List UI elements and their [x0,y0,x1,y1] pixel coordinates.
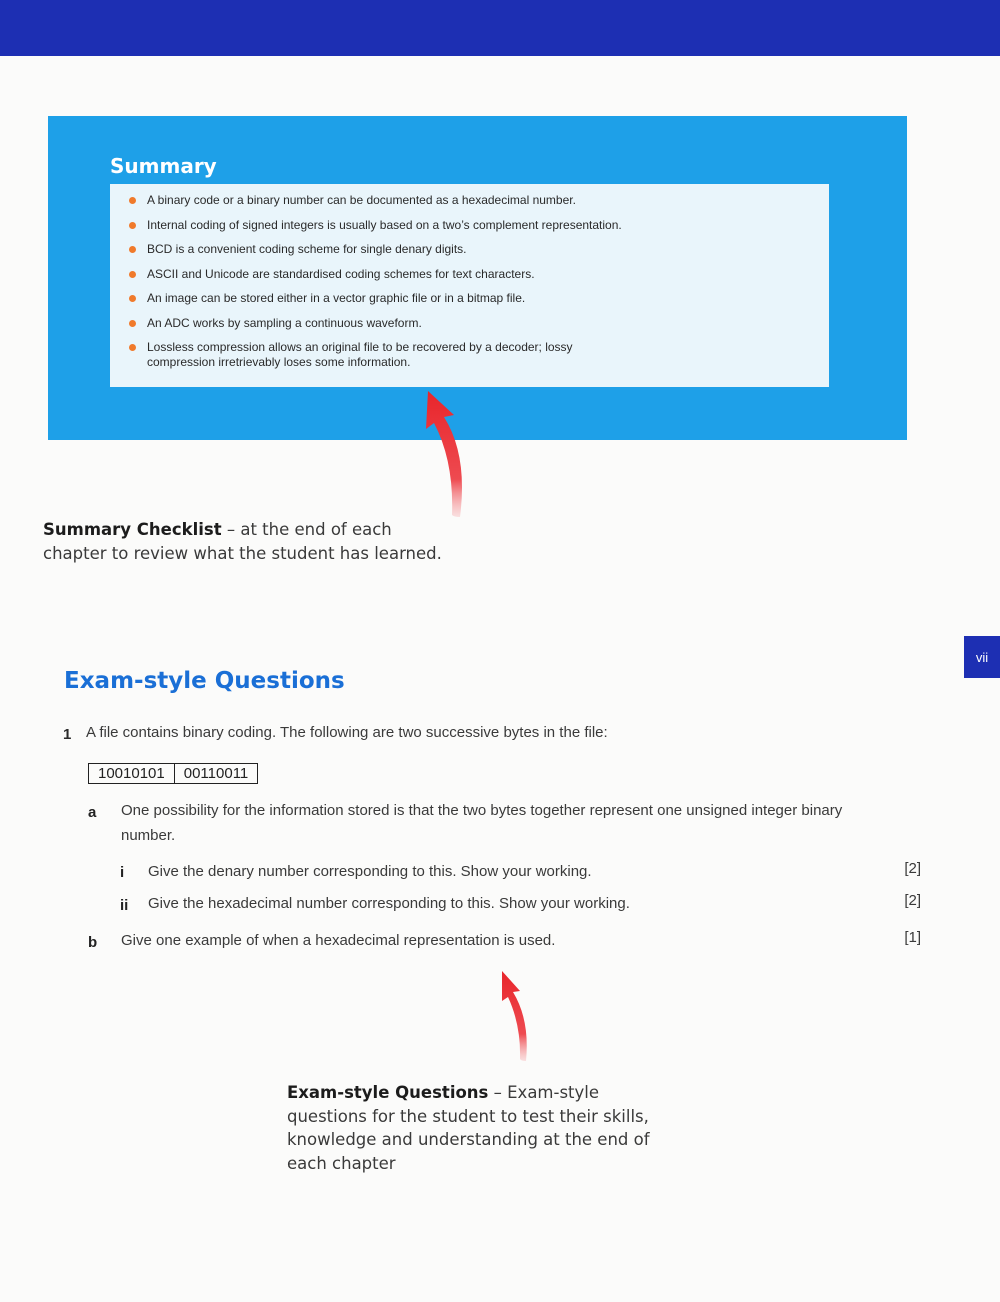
page-number-tab: vii [964,636,1000,678]
part-b-label: b [88,934,98,951]
summary-panel [110,184,829,387]
callout-text: – Exam-style questions for the student to test their skills, knowledge and understanding at the end of each chapter [287,1083,650,1173]
summary-item [128,218,811,233]
summary-item-text: BCD is a convenient coding scheme for single denary digits. [147,242,467,256]
part-a-i-text: Give the denary number corresponding to this. Show your working. [148,863,592,880]
exam-section-title: Exam-style Questions [64,668,345,694]
marks-label: [2] [904,860,921,877]
bullet-icon [129,320,136,327]
summary-item [128,193,811,208]
callout-heading: Exam-style Questions [287,1083,489,1102]
header-bar [0,0,1000,56]
summary-title: Summary [110,154,217,178]
part-b-text: Give one example of when a hexadecimal representation is used. [121,932,556,949]
bytes-table [88,763,258,784]
summary-item-text: Lossless compression allows an original file to be recovered by a decoder; lossy compression irretrievably loses some information. [147,340,573,369]
summary-item [128,316,811,331]
callout-heading: Summary Checklist [43,520,222,539]
summary-item [128,291,811,306]
bullet-icon [129,271,136,278]
summary-item-text: Internal coding of signed integers is usually based on a two’s complement representation. [147,217,622,232]
summary-checklist-callout [43,518,443,565]
part-a-ii-label: ii [120,897,129,914]
part-a-i-label: i [120,864,125,881]
byte-cell: 10010101 [98,765,165,782]
part-a-ii-text: Give the hexadecimal number corresponding to this. Show your working. [148,895,630,912]
question-number: 1 [63,726,72,743]
summary-item [128,242,811,257]
bullet-icon [129,197,136,204]
summary-item [128,340,628,370]
callout-text: – at the end of each chapter to review what the student has learned. [43,520,442,563]
bullet-icon [129,246,136,253]
summary-item-text: An image can be stored either in a vector graphic file or in a bitmap file. [147,291,526,305]
marks-label: [1] [904,929,921,946]
exam-questions-callout [287,1081,667,1175]
bullet-icon [129,222,136,229]
part-a-text: One possibility for the information stored is that the two bytes together represent one unsigned integer binary number. [121,802,843,844]
summary-item [128,267,811,282]
summary-item-text: An ADC works by sampling a continuous waveform. [147,315,422,330]
arrow-up-icon [410,385,490,525]
marks-label: [2] [904,892,921,909]
bullet-icon [129,295,136,302]
arrow-up-icon [490,965,550,1065]
summary-list [128,193,811,370]
part-a-label: a [88,804,97,821]
bullet-icon [129,344,136,351]
byte-cell: 00110011 [174,764,258,783]
summary-item-text: ASCII and Unicode are standardised coding schemes for text characters. [147,266,535,281]
question-text: A file contains binary coding. The following are two successive bytes in the file: [86,724,608,741]
summary-item-text: A binary code or a binary number can be documented as a hexadecimal number. [147,193,576,207]
